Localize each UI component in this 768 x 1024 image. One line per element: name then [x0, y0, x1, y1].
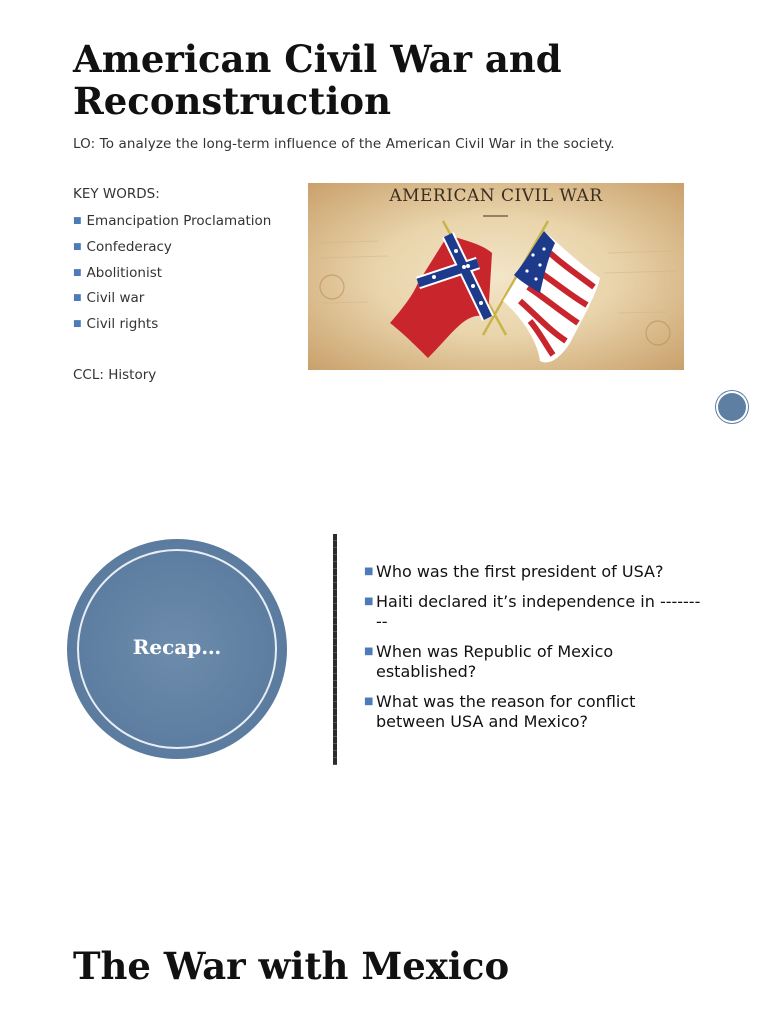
- bullet-icon: ■: [73, 293, 82, 304]
- bullet-icon: ■: [73, 319, 82, 330]
- keyword-item: ■ Civil war: [73, 290, 145, 307]
- learning-objective: LO: To analyze the long-term influence of the American Civil War in the society.: [73, 136, 615, 152]
- civil-war-flags-image: [308, 183, 684, 370]
- slide-title: American Civil War and Reconstruction: [73, 37, 562, 123]
- question-item: ■ When was Republic of Mexico established?: [364, 641, 614, 681]
- keywords-list: [73, 211, 271, 340]
- bullet-icon: ■: [73, 267, 82, 278]
- question-item: ■ What was the reason for conflict between USA and Mexico?: [364, 691, 636, 731]
- bullet-icon: ■: [364, 695, 374, 707]
- recap-circle: [67, 539, 287, 759]
- keywords-heading: KEY WORDS:: [73, 186, 160, 202]
- ccl-label: CCL: History: [73, 367, 157, 383]
- question-item: ■ Who was the first president of USA?: [364, 562, 664, 581]
- crossed-flags-illustration: [308, 183, 684, 370]
- slide-navigation-dot[interactable]: [718, 393, 746, 421]
- us-flag-icon: [503, 231, 600, 362]
- keyword-item: ■ Abolitionist: [73, 264, 163, 281]
- bullet-icon: ■: [364, 645, 374, 657]
- recap-title: Recap…: [132, 635, 222, 659]
- image-caption: AMERICAN CIVIL WAR: [389, 186, 603, 206]
- confederate-flag-icon: [390, 235, 492, 358]
- divider-line: [333, 534, 337, 765]
- keyword-item: ■ Confederacy: [73, 238, 172, 255]
- bullet-icon: ■: [73, 216, 82, 226]
- slide3-title: The War with Mexico: [73, 944, 510, 988]
- keyword-item: ■ Civil rights: [73, 316, 159, 333]
- bullet-icon: ■: [364, 566, 374, 577]
- recap-questions: [364, 562, 704, 742]
- keyword-item: ■ Emancipation Proclamation: [73, 213, 272, 229]
- bullet-icon: ■: [364, 595, 374, 607]
- bullet-icon: ■: [73, 241, 82, 252]
- question-item: ■ Haiti declared it’s independence in ---------: [364, 591, 701, 631]
